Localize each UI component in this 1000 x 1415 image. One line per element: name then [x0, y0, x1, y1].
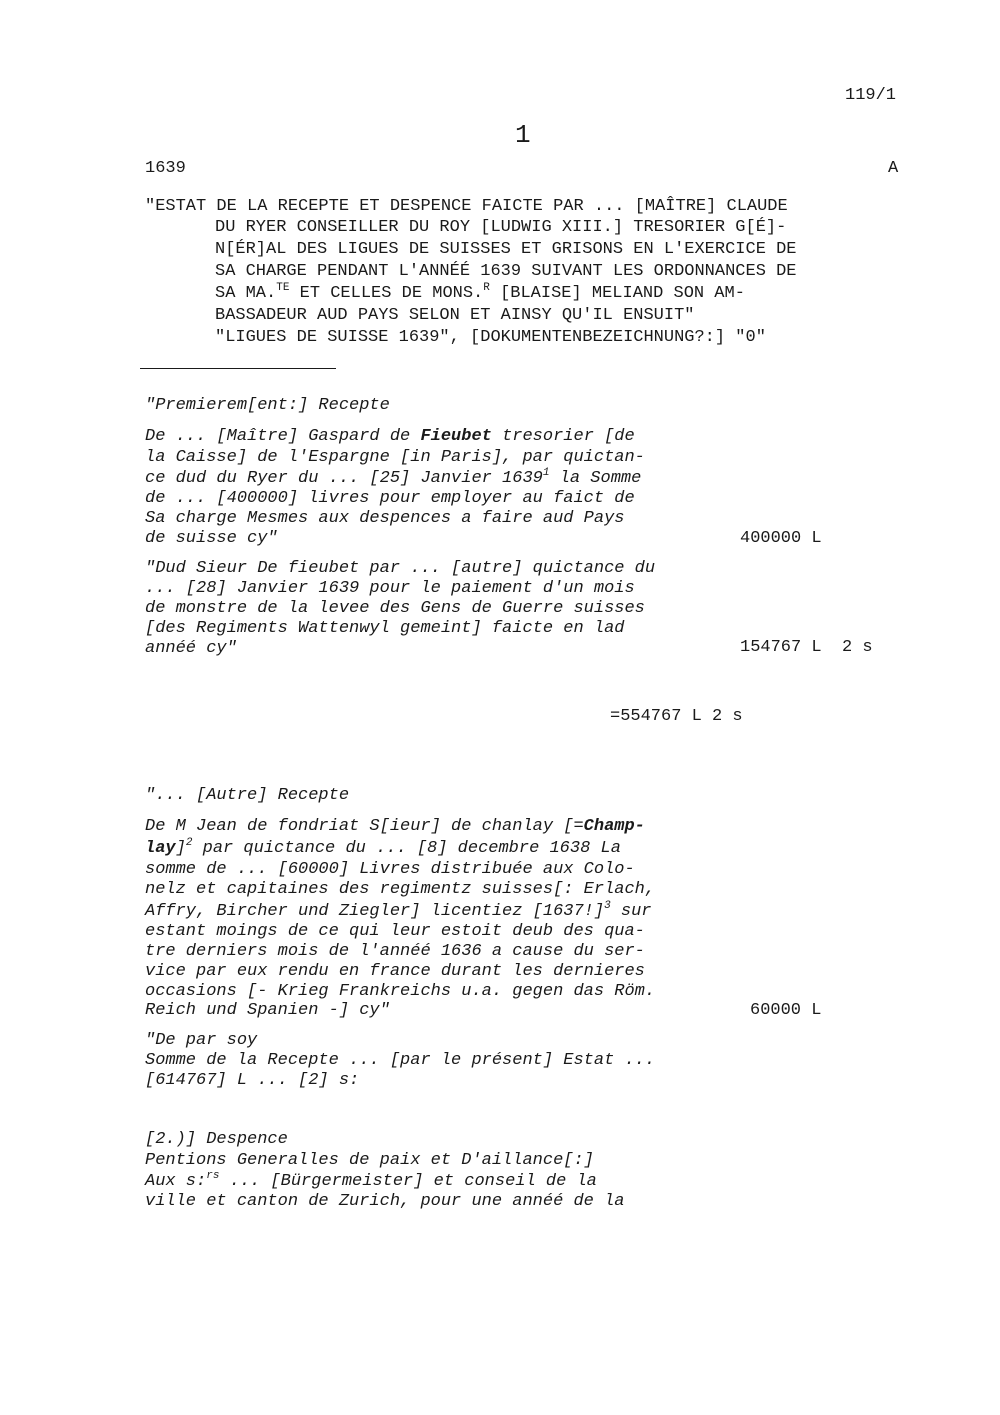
entry-line: Reich und Spanien -] cy"	[145, 1001, 390, 1020]
page-number: 1	[515, 120, 531, 150]
title-line: "LIGUES DE SUISSE 1639", [DOKUMENTENBEZEICHNUNG?:] "0"	[215, 328, 766, 347]
entry-line: lay]$^2$ par quictance du ... [8] decembre 1638 La	[145, 837, 621, 858]
entry-line: "De par soy	[145, 1031, 258, 1050]
entry-line: Aux s:$^{rs}$ ... [Bürgermeister] et conseil de la	[145, 1170, 597, 1191]
subtotal: =554767 L 2 s	[610, 707, 743, 726]
entry-line: ce dud du Ryer du ... [25] Janvier 1639$^1$ la Somme	[145, 467, 642, 488]
section-heading: [2.)] Despence	[145, 1130, 288, 1149]
entry-amount: 400000 L	[740, 529, 822, 548]
entry-line: [des Regiments Wattenwyl gemeint] faicte en lad	[145, 619, 625, 638]
entry-line: nelz et capitaines des regimentz suisses[: Erlach,	[145, 880, 656, 899]
entry-line: ... [28] Janvier 1639 pour le paiement d'un mois	[145, 579, 635, 598]
document-letter: A	[888, 159, 899, 178]
title-line: SA MA.$^{TE}$ ET CELLES DE MONS.$^R$ [BLAISE] MELIAND SON AM-	[215, 282, 745, 303]
title-line: SA CHARGE PENDANT L'ANNÉÉ 1639 SUIVANT LES ORDONNANCES DE	[215, 262, 797, 281]
entry-line: estant moings de ce qui leur estoit deub des qua-	[145, 922, 645, 941]
entry-line: De ... [Maître] Gaspard de Fieubet tresorier [de	[145, 427, 635, 446]
entry-line: de suisse cy"	[145, 529, 278, 548]
section-heading: "... [Autre] Recepte	[145, 786, 350, 805]
title-line: N[ÉR]AL DES LIGUES DE SUISSES ET GRISONS EN L'EXERCICE DE	[215, 240, 797, 259]
entry-line: Somme de la Recepte ... [par le présent] Estat ...	[145, 1051, 656, 1070]
entry-line: de monstre de la levee des Gens de Guerre suisses	[145, 599, 645, 618]
section-heading: "Premierem[ent:] Recepte	[145, 396, 390, 415]
entry-amount: 60000 L	[750, 1001, 822, 1020]
page-reference: 119/1	[845, 86, 897, 105]
entry-line: tre derniers mois de l'annéé 1636 a cause du ser-	[145, 942, 645, 961]
title-line: DU RYER CONSEILLER DU ROY [LUDWIG XIII.] TRESORIER G[É]-	[215, 218, 787, 237]
title-line: "ESTAT DE LA RECEPTE ET DESPENCE FAICTE PAR ... [MAÎTRE] CLAUDE	[145, 197, 788, 216]
entry-line: de ... [400000] livres pour employer au faict de	[145, 489, 635, 508]
separator-rule	[140, 368, 336, 369]
document-year: 1639	[145, 159, 186, 178]
entry-line: Pentions Generalles de paix et D'aillance[:]	[145, 1151, 594, 1170]
entry-amount: 154767 L 2 s	[740, 638, 873, 657]
entry-line: occasions [- Krieg Frankreichs u.a. gegen das Röm.	[145, 982, 656, 1001]
entry-line: vice par eux rendu en france durant les dernieres	[145, 962, 645, 981]
entry-line: somme de ... [60000] Livres distribuée aux Colo-	[145, 860, 635, 879]
entry-line: De M Jean de fondriat S[ieur] de chanlay [=Champ-	[145, 817, 645, 836]
title-line: BASSADEUR AUD PAYS SELON ET AINSY QU'IL ENSUIT"	[215, 306, 695, 325]
entry-line: "Dud Sieur De fieubet par ... [autre] quictance du	[145, 559, 656, 578]
entry-line: [614767] L ... [2] s:	[145, 1071, 360, 1090]
entry-line: Affry, Bircher und Ziegler] licentiez $[1637!]^3$ sur	[145, 900, 652, 921]
entry-line: annéé cy"	[145, 639, 237, 658]
entry-line: ville et canton de Zurich, pour une annéé de la	[145, 1192, 625, 1211]
entry-line: la Caisse] de l'Espargne [in Paris], par quictan-	[145, 448, 645, 467]
entry-line: Sa charge Mesmes aux despences a faire aud Pays	[145, 509, 625, 528]
